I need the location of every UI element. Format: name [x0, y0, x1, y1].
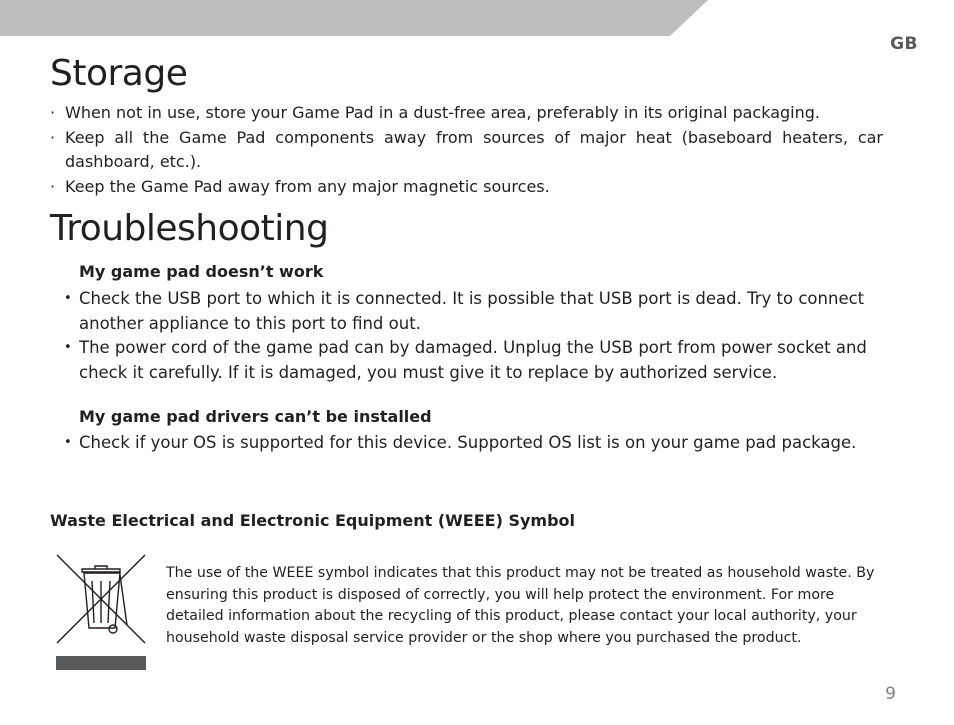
weee-heading: Waste Electrical and Electronic Equipment (WEEE) Symbol: [50, 511, 576, 530]
header-band: [0, 0, 954, 36]
header-band-shape: [0, 0, 708, 36]
weee-bar: [56, 656, 146, 670]
issue-heading-drivers: My game pad drivers can’t be installed: [79, 407, 432, 426]
list-item: • The power cord of the game pad can by damaged. Unplug the USB port from power socket and check it carefully. If it is damaged, you must give it to replace by authorized service.: [64, 336, 886, 385]
storage-list: [50, 101, 883, 199]
list-item: · When not in use, store your Game Pad in a dust-free area, preferably in its original packaging.: [50, 101, 883, 126]
crossed-out-wheelie-bin-icon: [55, 553, 147, 671]
list-item: · Keep the Game Pad away from any major magnetic sources.: [50, 175, 883, 200]
language-code: GB: [890, 34, 918, 54]
list-item: • Check the USB port to which it is connected. It is possible that USB port is dead. Try to connect another appliance to this port to find out.: [64, 287, 886, 336]
issue-heading-not-working: My game pad doesn’t work: [79, 262, 324, 281]
weee-description: The use of the WEEE symbol indicates that this product may not be treated as household waste. By ensuring this product is disposed of correctly, you will help protect the environment. For more detailed information about the recycling of this product, please contact your local authority, your household waste disposal service provider or the shop where you purchased the product.: [166, 565, 875, 646]
storage-title: Storage: [50, 53, 188, 94]
list-item: · Keep all the Game Pad components away from sources of major heat (baseboard heaters, car dashboard, etc.).: [50, 126, 883, 175]
list-item: • Check if your OS is supported for this device. Supported OS list is on your game pad package.: [64, 431, 886, 456]
issue-list-not-working: [64, 287, 886, 385]
page-number: 9: [885, 684, 896, 704]
troubleshooting-title: Troubleshooting: [50, 208, 329, 249]
issue-list-drivers: [64, 431, 886, 456]
